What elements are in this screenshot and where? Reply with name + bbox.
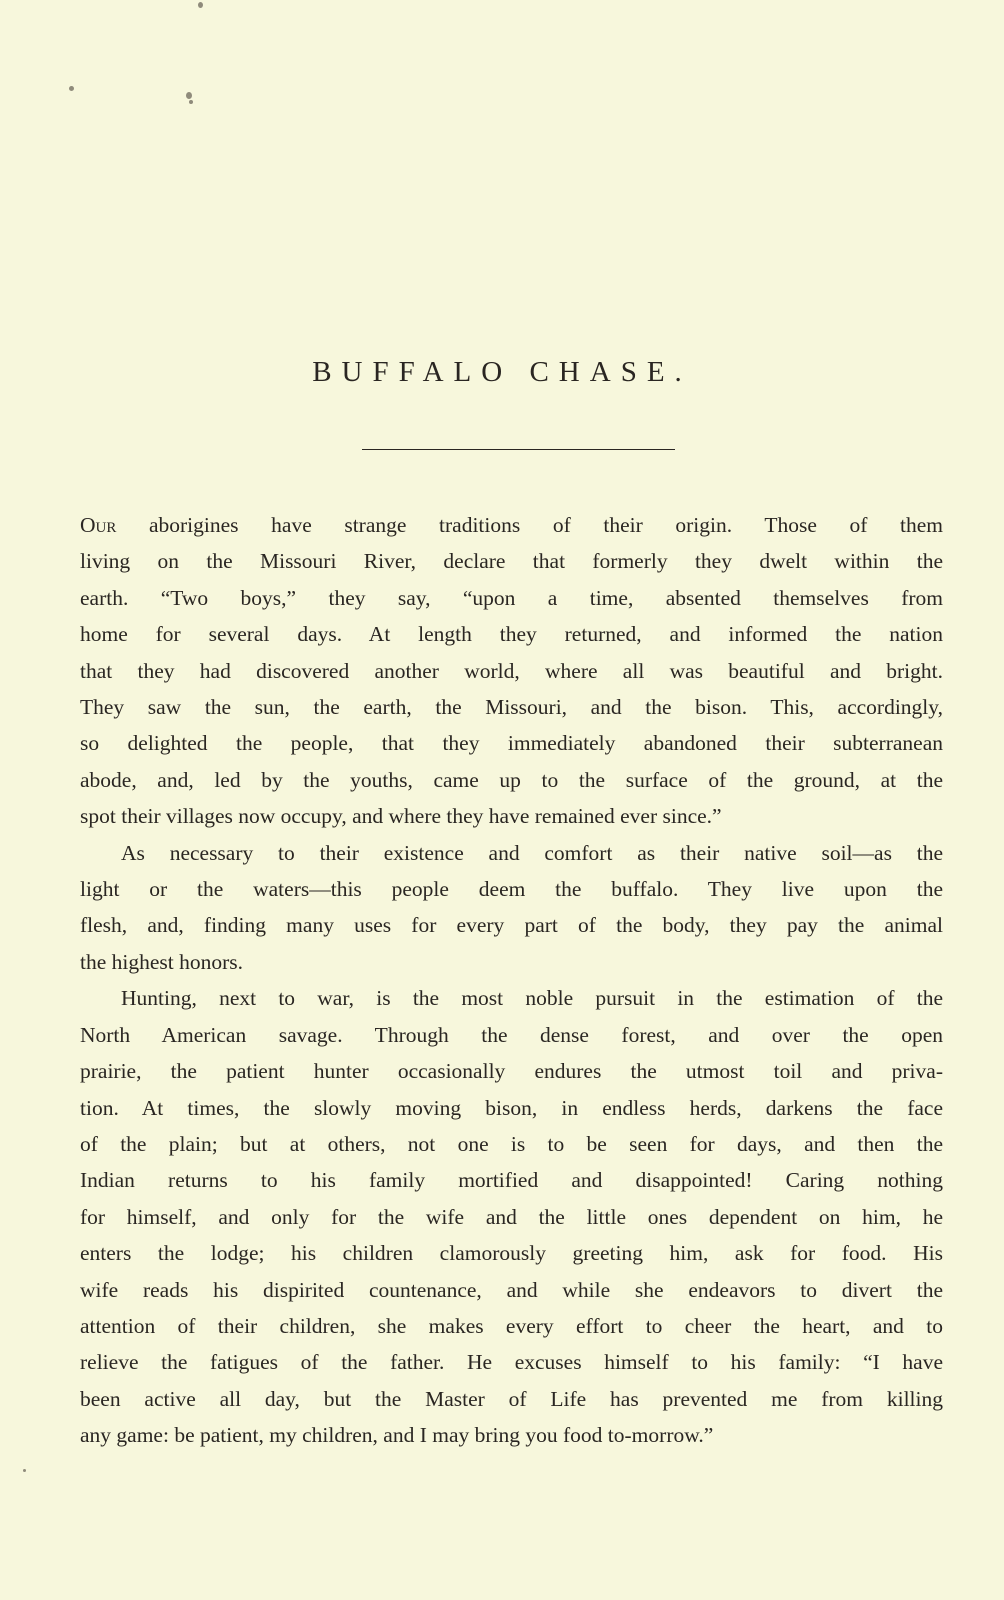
text-line: that they had discovered another world, where all was beautiful and bright. [80, 658, 943, 683]
title-rule [362, 449, 675, 450]
ink-speck [69, 86, 74, 91]
text-line: Our aborigines have strange traditions of their origin. Those of them [80, 513, 943, 537]
paragraph-1 [80, 507, 943, 835]
text-line: As necessary to their existence and comfort as their native soil—as the [121, 840, 943, 865]
text-line: earth. “Two boys,” they say, “upon a time, absented themselves from [80, 585, 943, 610]
ink-speck [198, 2, 203, 8]
text-line: the highest honors. [80, 949, 244, 974]
text-line: They saw the sun, the earth, the Missouri, and the bison. This, accordingly, [80, 695, 943, 720]
text-line: light or the waters—this people deem the buffalo. They live upon the [80, 877, 943, 902]
text-line: prairie, the patient hunter occasionally endures the utmost toil and priva- [80, 1059, 943, 1084]
text-line: tion. At times, the slowly moving bison, in endless herds, darkens the face [80, 1095, 943, 1120]
text-line: been active all day, but the Master of Life has prevented me from killing [80, 1386, 943, 1411]
paragraph-3 [80, 980, 943, 1453]
text-line: Hunting, next to war, is the most noble pursuit in the estimation of the [121, 986, 943, 1011]
text-line: spot their villages now occupy, and where they have remained ever since.” [80, 804, 722, 829]
text-line: Indian returns to his family mortified and disappointed! Caring nothing [80, 1168, 943, 1193]
text-line: relieve the fatigues of the father. He excuses himself to his family: “I have [80, 1350, 943, 1375]
ink-speck [186, 92, 192, 99]
body-text [80, 507, 943, 1454]
paragraph-2 [80, 835, 943, 981]
text-line: living on the Missouri River, declare that formerly they dwelt within the [80, 549, 943, 574]
text-line: wife reads his dispirited countenance, and while she endeavors to divert the [80, 1277, 943, 1302]
text-line: enters the lodge; his children clamorously greeting him, ask for food. His [80, 1241, 943, 1266]
text-line: attention of their children, she makes every effort to cheer the heart, and to [80, 1313, 943, 1338]
text-line: so delighted the people, that they immediately abandoned their subterranean [80, 731, 943, 756]
text-line: home for several days. At length they returned, and informed the nation [80, 622, 943, 647]
text-line: for himself, and only for the wife and the little ones dependent on him, he [80, 1204, 943, 1229]
chapter-title: BUFFALO CHASE. [312, 356, 692, 388]
text-line: any game: be patient, my children, and I may bring you food to-morrow.” [80, 1423, 714, 1448]
text-line: North American savage. Through the dense forest, and over the open [80, 1022, 943, 1047]
ink-speck [23, 1469, 26, 1472]
text-line: abode, and, led by the youths, came up to the surface of the ground, at the [80, 767, 943, 792]
text-line: of the plain; but at others, not one is to be seen for days, and then the [80, 1131, 943, 1156]
text-line: flesh, and, finding many uses for every part of the body, they pay the animal [80, 913, 943, 938]
lead-word: Our [80, 513, 117, 537]
ink-speck [189, 100, 193, 104]
